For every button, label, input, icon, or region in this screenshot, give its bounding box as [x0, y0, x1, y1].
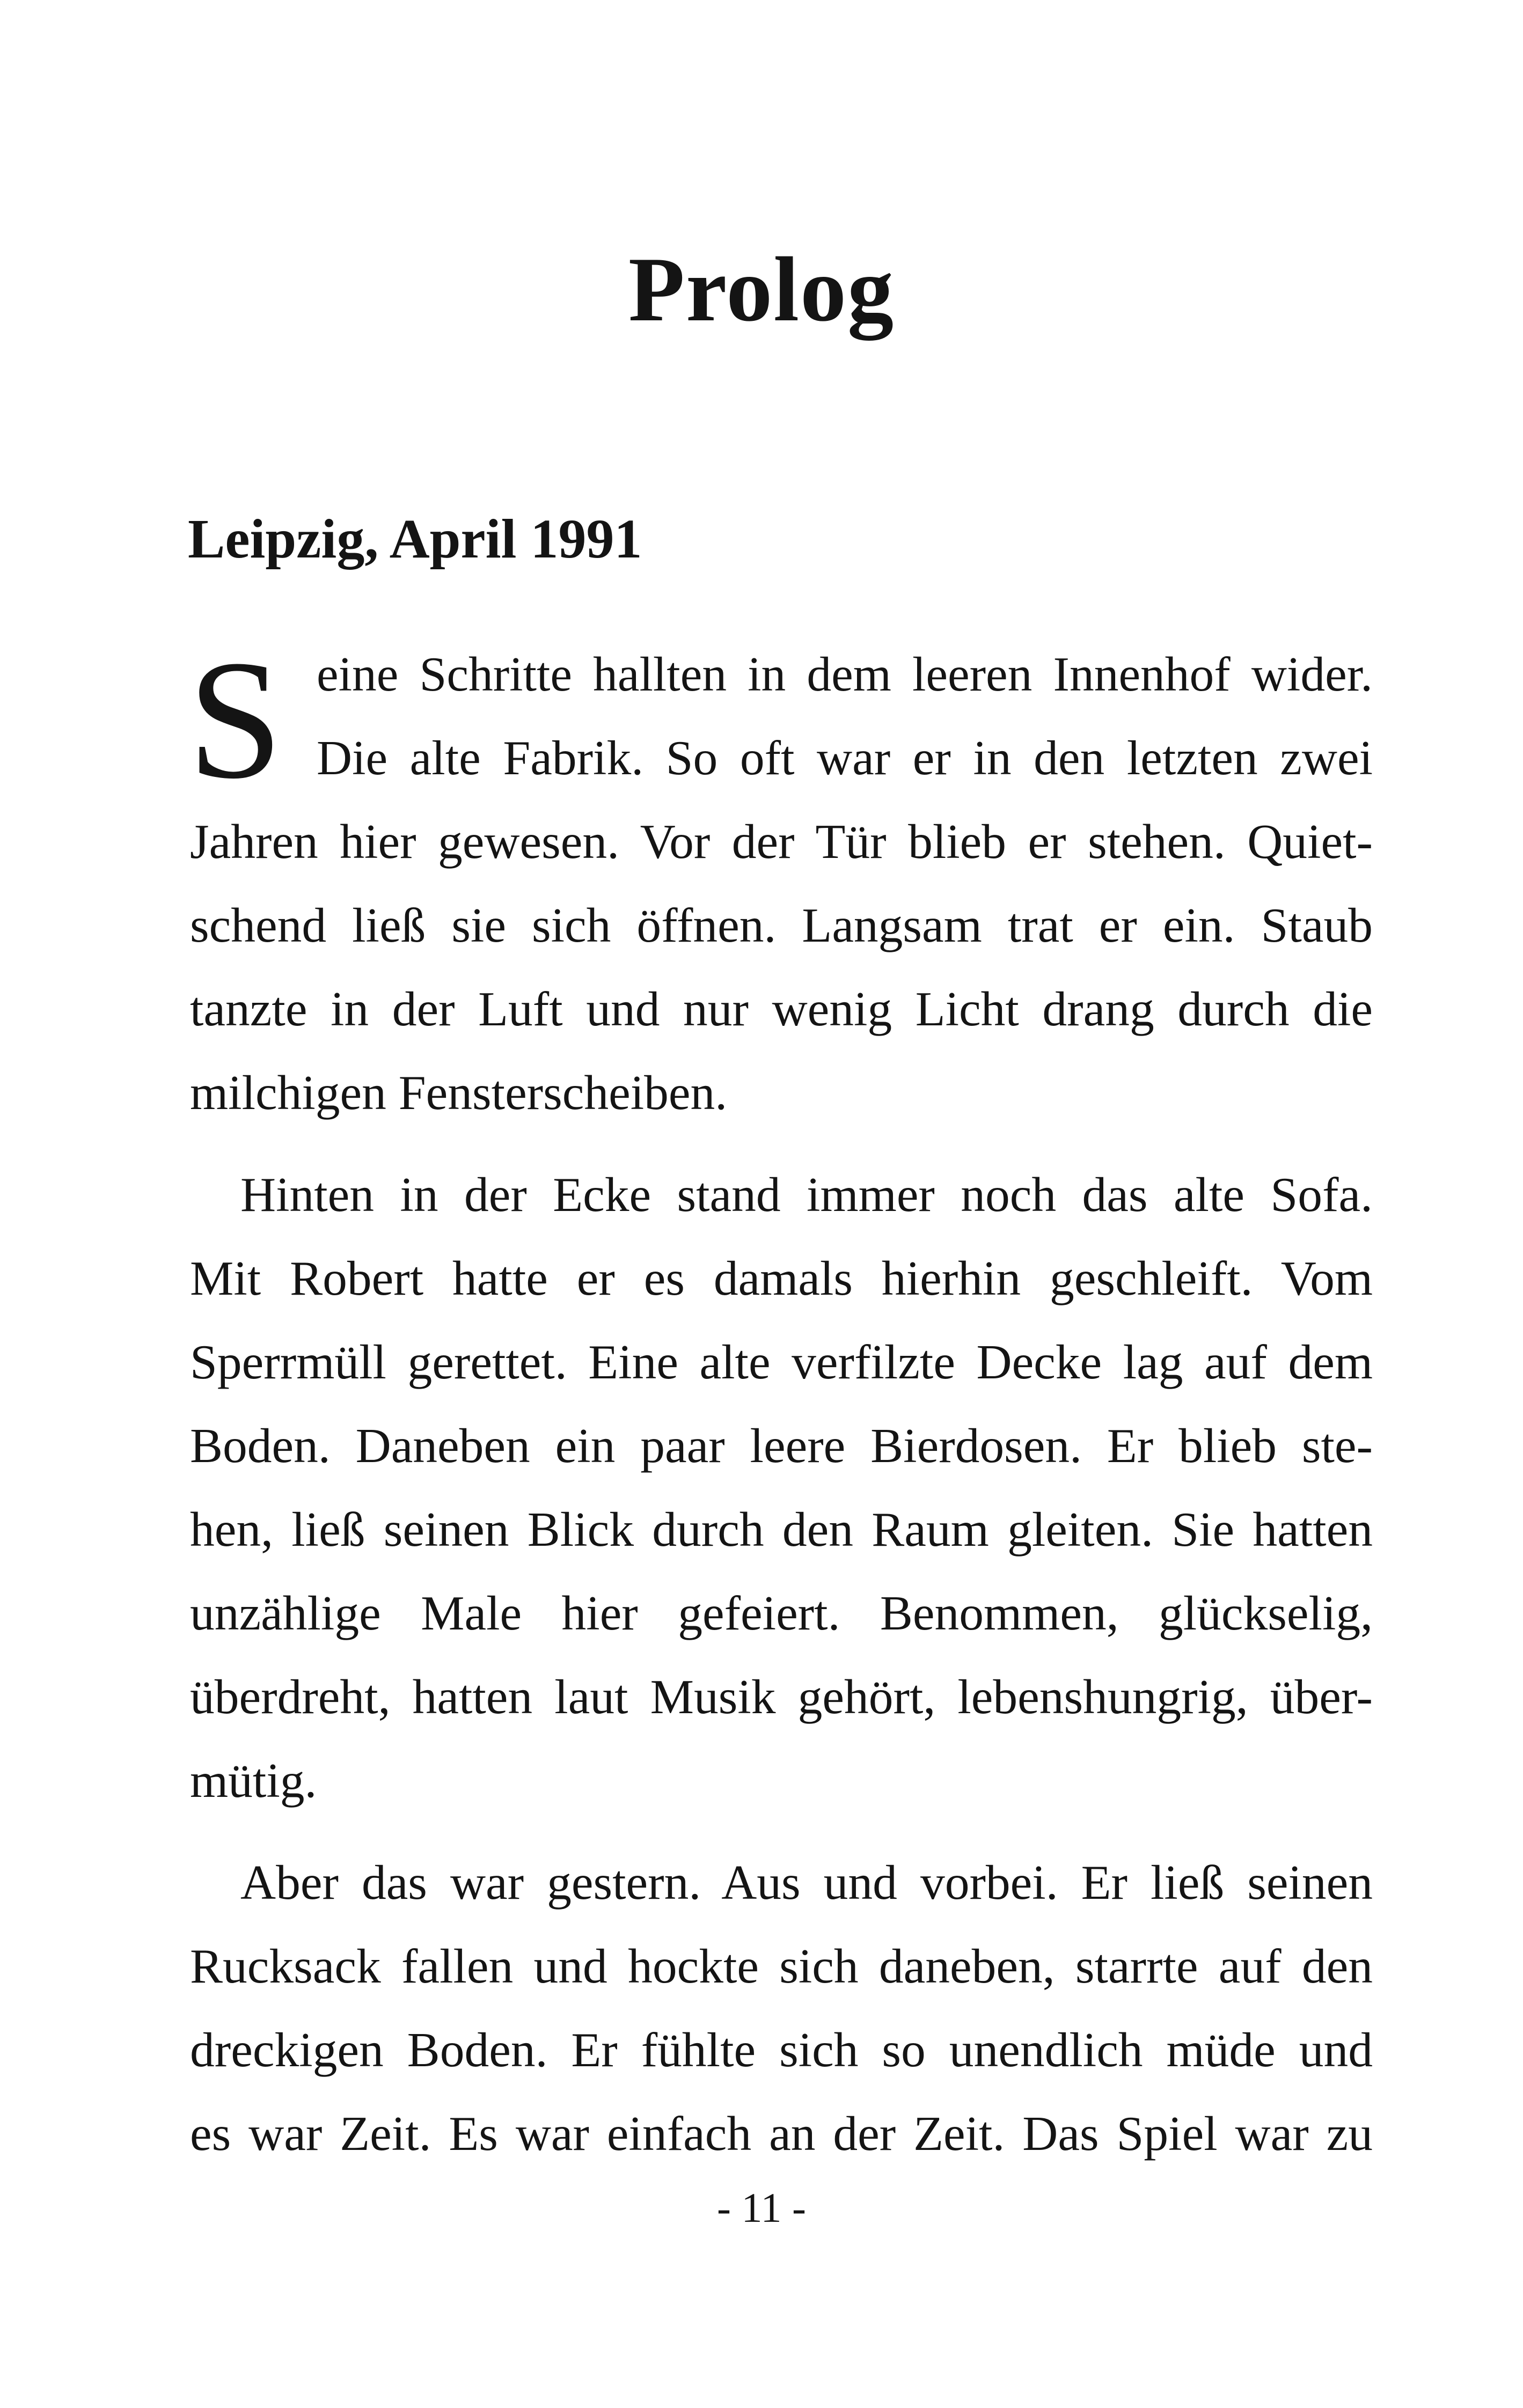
text-line: milchigen Fensterscheiben.: [190, 1065, 728, 1120]
text-line: tanzte in der Luft und nur wenig Licht drang durch die: [190, 981, 1373, 1036]
text-line: Jahren hier gewesen. Vor der Tür blieb er stehen. Quiet-: [190, 814, 1373, 869]
text-line: unzählige Male hier gefeiert. Benommen, glückselig,: [190, 1585, 1373, 1640]
text-line: Rucksack fallen und hockte sich daneben, starrte auf den: [190, 1939, 1373, 1993]
text-line: Mit Robert hatte er es damals hierhin geschleift. Vom: [190, 1251, 1373, 1305]
paragraph-2: [190, 1152, 1373, 1822]
text-line: Sperrmüll gerettet. Eine alte verfilzte Decke lag auf dem: [190, 1334, 1373, 1389]
text-line: eine Schritte hallten in dem leeren Innenhof wider.: [317, 647, 1373, 701]
drop-cap: S: [188, 625, 283, 814]
text-line: mütig.: [190, 1753, 317, 1808]
paragraph-3: [190, 1840, 1373, 2175]
paragraph-1: [188, 625, 1373, 1134]
chapter-title: Prolog: [628, 239, 895, 341]
text-line: überdreht, hatten laut Musik gehört, lebenshungrig, über-: [190, 1669, 1373, 1724]
text-line: schend ließ sie sich öffnen. Langsam trat er ein. Staub: [190, 898, 1373, 952]
text-line: es war Zeit. Es war einfach an der Zeit. Das Spiel war zu: [190, 2106, 1373, 2161]
section-heading: Leipzig, April 1991: [188, 508, 642, 570]
page-number: - 11 -: [716, 2184, 807, 2231]
text-line: Aber das war gestern. Aus und vorbei. Er ließ seinen: [240, 1855, 1373, 1910]
text-line: hen, ließ seinen Blick durch den Raum gleiten. Sie hatten: [190, 1502, 1373, 1557]
text-line: dreckigen Boden. Er fühlte sich so unendlich müde und: [190, 2022, 1373, 2077]
body-text: [188, 625, 1373, 2175]
text-line: Die alte Fabrik. So oft war er in den letzten zwei: [317, 730, 1373, 785]
text-line: Boden. Daneben ein paar leere Bierdosen. Er blieb ste-: [190, 1418, 1373, 1473]
text-line: Hinten in der Ecke stand immer noch das alte Sofa.: [240, 1167, 1373, 1222]
